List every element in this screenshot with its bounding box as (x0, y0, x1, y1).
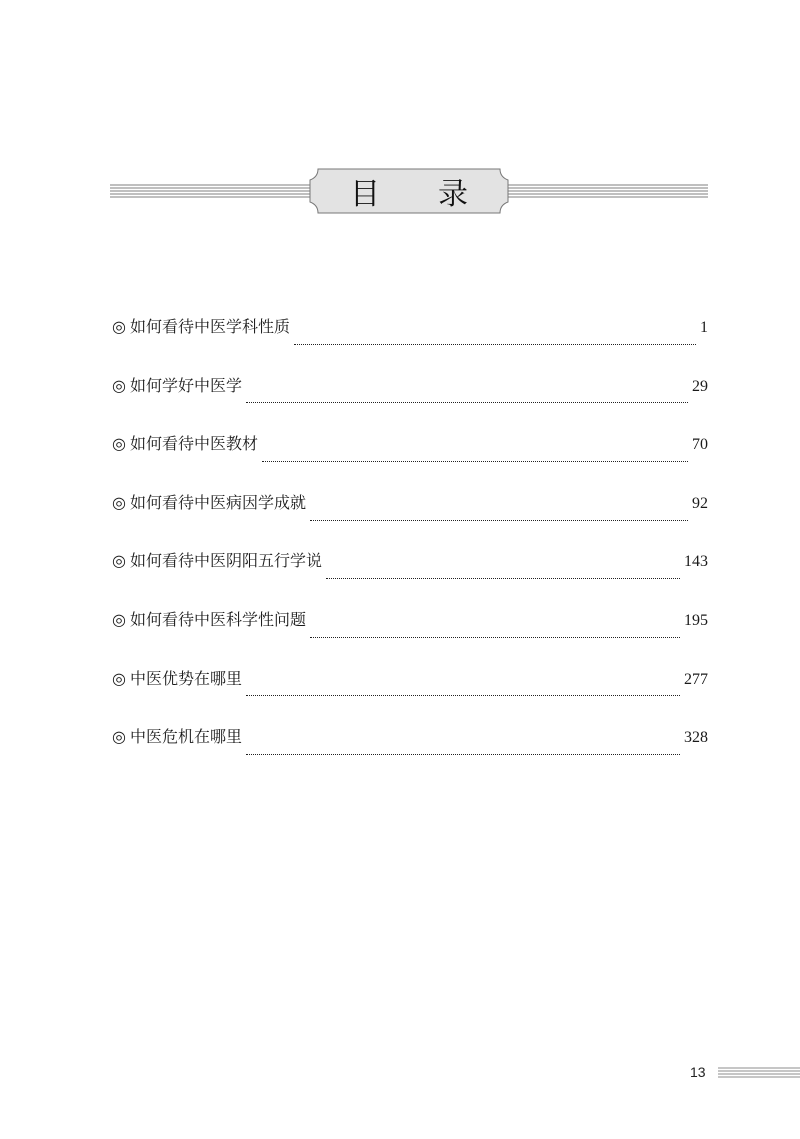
toc-entry[interactable] (112, 369, 708, 428)
dot-leader (246, 754, 680, 755)
bullet-icon: ◎ (112, 317, 126, 336)
toc-entry-title: 中医危机在哪里 (129, 727, 242, 747)
toc-entry[interactable] (112, 544, 708, 603)
dot-leader (310, 637, 680, 638)
toc-entry-page: 195 (684, 611, 708, 629)
bullet-icon: ◎ (112, 609, 126, 629)
toc-entry-title: 如何学好中医学 (129, 375, 242, 395)
title-banner (110, 168, 708, 214)
toc-entry[interactable] (112, 662, 708, 721)
footer-decoration (718, 1066, 800, 1080)
bullet-icon: ◎ (112, 727, 126, 747)
toc-entry-page: 70 (692, 436, 708, 454)
toc-entry[interactable] (112, 486, 708, 545)
dot-leader (246, 402, 688, 403)
dot-leader (262, 461, 688, 462)
toc-entry[interactable] (112, 720, 708, 779)
toc-entry[interactable] (112, 603, 708, 662)
bullet-icon: ◎ (112, 434, 126, 454)
toc-entry-page: 92 (692, 494, 708, 512)
toc-entry-title: 如何看待中医病因学成就 (129, 492, 306, 512)
page-number: 13 (690, 1064, 706, 1080)
toc-entry-title: 如何看待中医学科性质 (129, 317, 290, 336)
bullet-icon: ◎ (112, 375, 126, 395)
bullet-icon: ◎ (112, 668, 126, 688)
toc-entry-page: 1 (700, 319, 708, 336)
toc-entry-title: 如何看待中医教材 (129, 434, 258, 454)
dot-leader (326, 578, 680, 579)
dot-leader (310, 520, 688, 521)
dot-leader (294, 344, 696, 345)
bullet-icon: ◎ (112, 492, 126, 512)
toc-entry-page: 143 (684, 553, 708, 571)
toc-entry-title: 如何看待中医阴阳五行学说 (129, 551, 322, 571)
toc-list (112, 310, 708, 779)
toc-entry[interactable] (112, 427, 708, 486)
toc-entry-page: 328 (684, 729, 708, 747)
toc-entry-page: 29 (692, 377, 708, 395)
bullet-icon: ◎ (112, 551, 126, 571)
toc-entry[interactable] (112, 310, 708, 369)
page-title: 目录 (350, 177, 526, 212)
toc-entry-title: 中医优势在哪里 (129, 668, 242, 688)
dot-leader (246, 695, 680, 696)
toc-entry-page: 277 (684, 670, 708, 688)
toc-entry-title: 如何看待中医科学性问题 (129, 609, 306, 629)
